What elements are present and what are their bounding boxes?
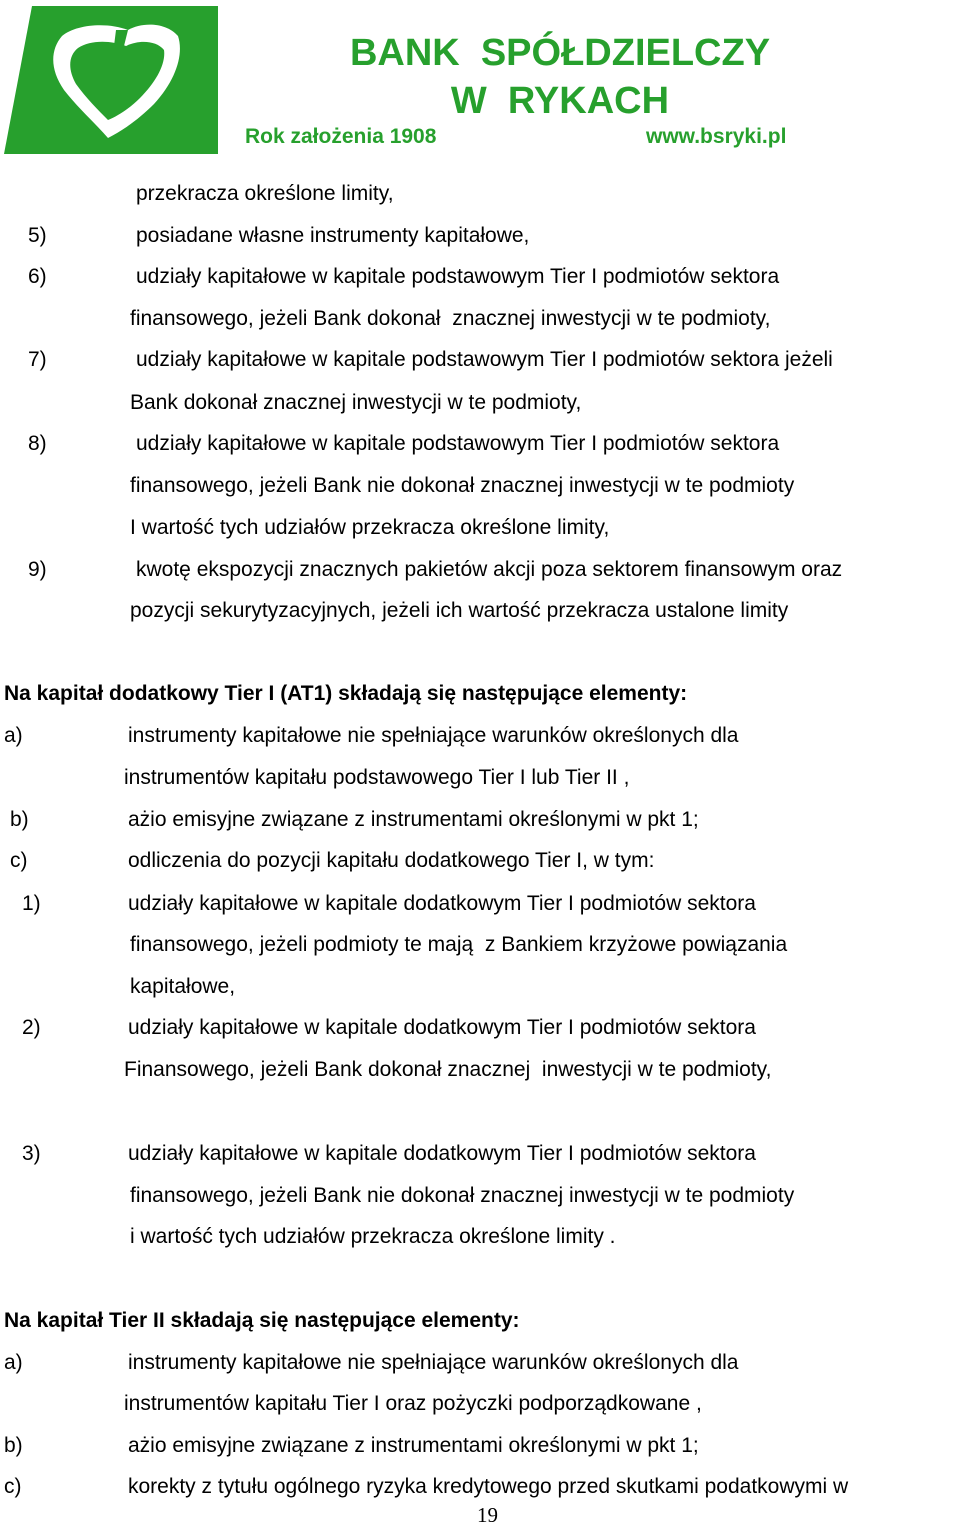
list-line: udziały kapitałowe w kapitale dodatkowym Tier I podmiotów sektora	[128, 1142, 756, 1165]
list-line: udziały kapitałowe w kapitale dodatkowym Tier I podmiotów sektora	[128, 892, 756, 915]
list-line: kapitałowe,	[130, 975, 236, 998]
bank-name-line2: W RYKACH	[450, 80, 670, 122]
list-marker: 8)	[28, 432, 47, 455]
list-line: udziały kapitałowe w kapitale podstawowym Tier I podmiotów sektora jeżeli	[136, 348, 833, 371]
list-line: instrumenty kapitałowe nie spełniające warunków określonych dla	[128, 724, 739, 747]
list-marker: c)	[10, 849, 28, 872]
list-line: udziały kapitałowe w kapitale podstawowym Tier I podmiotów sektora	[136, 432, 780, 455]
list-marker: a)	[4, 724, 23, 747]
list-marker: 6)	[28, 265, 47, 288]
list-line: finansowego, jeżeli Bank dokonał znacznej inwestycji w te podmioty,	[130, 307, 771, 330]
list-line: kwotę ekspozycji znacznych pakietów akcji poza sektorem finansowym oraz	[136, 558, 843, 581]
list-line: instrumentów kapitału Tier I oraz pożyczki podporządkowane ,	[124, 1392, 702, 1415]
list-line: pozycji sekurytyzacyjnych, jeżeli ich wartość przekracza ustalone limity	[130, 599, 789, 622]
list-line: Finansowego, jeżeli Bank dokonał znacznej inwestycji w te podmioty,	[124, 1058, 772, 1081]
list-line: finansowego, jeżeli Bank nie dokonał znacznej inwestycji w te podmioty	[130, 1184, 795, 1207]
list-marker: 7)	[28, 348, 47, 371]
list-line: finansowego, jeżeli Bank nie dokonał znacznej inwestycji w te podmioty	[130, 474, 795, 497]
list-marker: 1)	[22, 892, 41, 915]
list-marker: b)	[10, 808, 29, 831]
list-marker: 2)	[22, 1016, 41, 1039]
bank-name-line1: BANK SPÓŁDZIELCZY	[349, 32, 771, 74]
list-line: ażio emisyjne związane z instrumentami określonymi w pkt 1;	[128, 808, 699, 831]
list-line: ażio emisyjne związane z instrumentami określonymi w pkt 1;	[128, 1434, 699, 1457]
list-line: posiadane własne instrumenty kapitałowe,	[136, 224, 530, 247]
list-line: przekracza określone limity,	[136, 182, 394, 205]
list-line: Bank dokonał znacznej inwestycji w te podmioty,	[130, 391, 582, 414]
list-line: i wartość tych udziałów przekracza określone limity .	[130, 1225, 616, 1248]
list-marker: 9)	[28, 558, 47, 581]
list-line: udziały kapitałowe w kapitale dodatkowym Tier I podmiotów sektora	[128, 1016, 756, 1039]
website-url: www.bsryki.pl	[646, 125, 787, 148]
list-marker: 5)	[28, 224, 47, 247]
bank-heart-logo-icon	[4, 6, 218, 154]
list-line: korekty z tytułu ogólnego ryzyka kredytowego przed skutkami podatkowymi w	[128, 1475, 849, 1498]
section-heading: Na kapitał Tier II składają się następujące elementy:	[4, 1309, 520, 1332]
list-line: I wartość tych udziałów przekracza określone limity,	[130, 516, 610, 539]
page-number: 19	[477, 1503, 498, 1527]
list-line: odliczenia do pozycji kapitału dodatkowego Tier I, w tym:	[128, 849, 655, 872]
list-marker: b)	[4, 1434, 23, 1457]
list-marker: 3)	[22, 1142, 41, 1165]
founded-year: Rok założenia 1908	[245, 125, 437, 148]
section-heading: Na kapitał dodatkowy Tier I (AT1) składają się następujące elementy:	[4, 682, 688, 705]
list-line: udziały kapitałowe w kapitale podstawowym Tier I podmiotów sektora	[136, 265, 780, 288]
list-line: instrumenty kapitałowe nie spełniające warunków określonych dla	[128, 1351, 739, 1374]
list-marker: c)	[4, 1475, 22, 1498]
list-line: finansowego, jeżeli podmioty te mają z Bankiem krzyżowe powiązania	[130, 933, 788, 956]
bank-logo	[4, 6, 218, 154]
list-line: instrumentów kapitału podstawowego Tier I lub Tier II ,	[124, 766, 630, 789]
list-marker: a)	[4, 1351, 23, 1374]
